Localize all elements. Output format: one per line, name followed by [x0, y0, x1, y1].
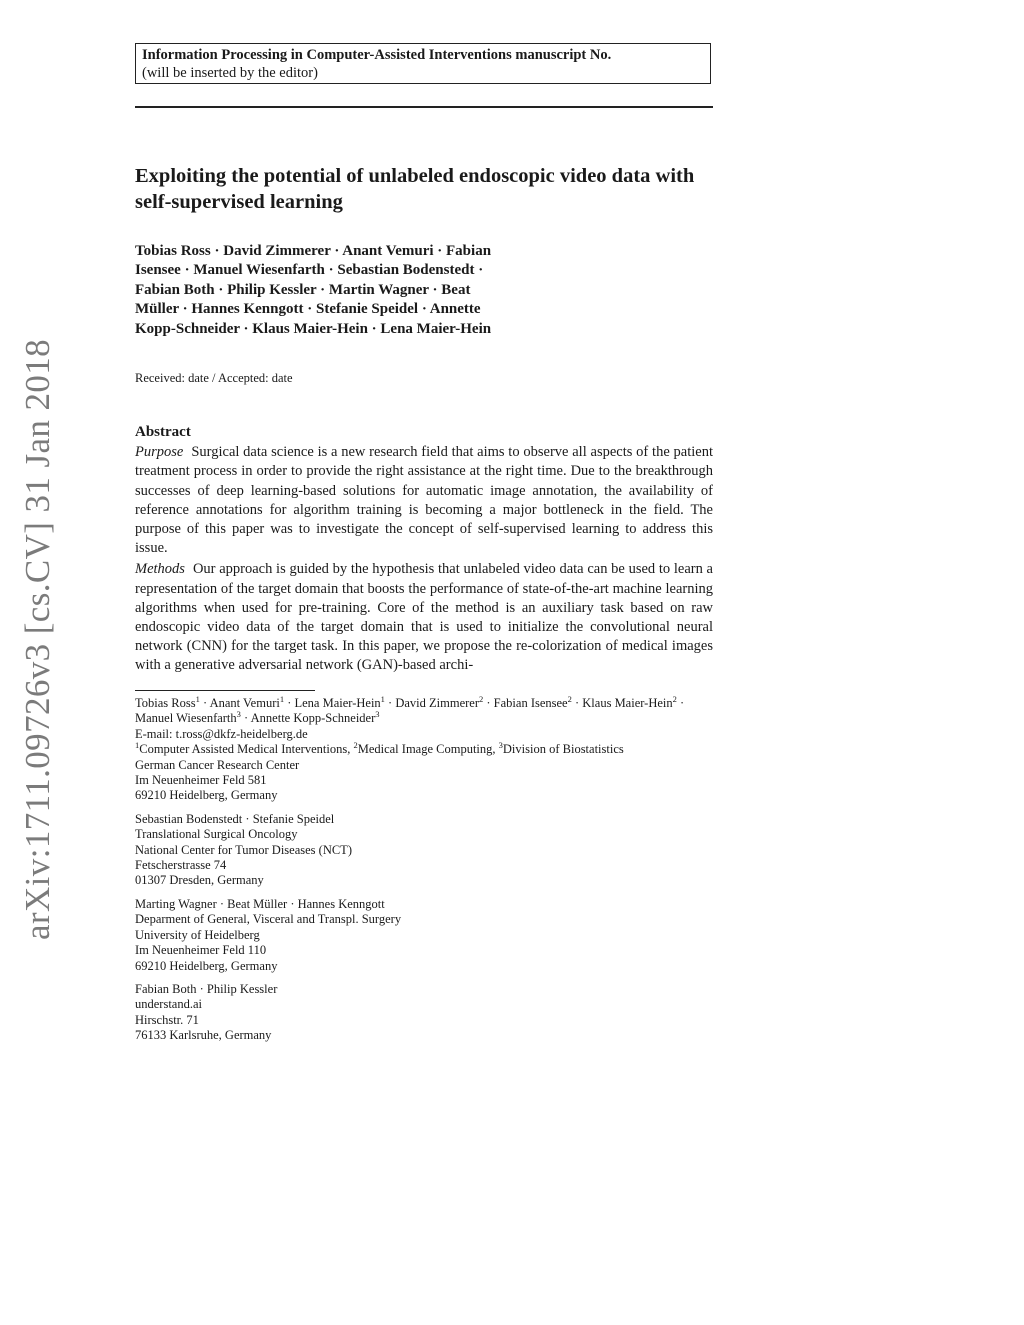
contact-email: E-mail: t.ross@dkfz-heidelberg.de	[135, 726, 308, 741]
abstract-methods	[135, 560, 713, 675]
dkfz-departments: $^1$Computer Assisted Medical Interventions, $^2$Medical Image Computing, $^3$Division of Biostatistics	[135, 740, 624, 757]
address-line: Hirschstr. 71	[135, 1012, 199, 1027]
dkfz-authors-line2: Manuel Wiesenfarth$^3$ · Annette Kopp-Schneider$^3$	[135, 709, 380, 726]
editor-note: (will be inserted by the editor)	[142, 65, 318, 81]
journal-header-box	[135, 43, 711, 84]
address-line: Fetscherstrasse 74	[135, 858, 227, 873]
affiliation-nct-dresden	[135, 812, 715, 889]
address-line: 69210 Heidelberg, Germany	[135, 788, 278, 803]
abstract	[135, 423, 713, 678]
methods-text: Our approach is guided by the hypothesis that unlabeled video data can be used to learn a representation of the target domain that boosts the performance of state-of-the-art machine learning algorithms when used for pre-training. Core of the method is an auxiliary task based on raw endoscopic video data of the target domain that is used to initialize the convolutional neural network (CNN) for the target task. In this paper, we propose the re-colorization of medical images with a generative adversarial network (GAN)-based archi-	[135, 561, 713, 674]
purpose-text: Surgical data science is a new research field that aims to observe all aspects of the patient treatment process in order to provide the right assistance at the right time. Due to the breakthrough successes of deep learning-based solutions for automatic image annotation, the availability of reference annotations for algorithm training is becoming a major bottleneck in the field. The purpose of this paper was to investigate the concept of self-supervised learning to address this issue.	[135, 444, 713, 557]
affiliations	[135, 696, 715, 1052]
address-line: Fabian Both · Philip Kessler	[135, 981, 278, 996]
author-list: Tobias Ross · David Zimmerer · Anant Vemuri · Fabian Isensee · Manuel Wiesenfarth · Sebastian Bodenstedt · Fabian Both · Philip Kessler · Martin Wagner · Beat Müller · Hannes Kenngott · Stefanie Speidel · Annette Kopp-Schneider · Klaus Maier-Hein · Lena Maier-Hein	[135, 243, 492, 337]
address-line: 69210 Heidelberg, Germany	[135, 958, 278, 973]
address-line: University of Heidelberg	[135, 927, 260, 942]
address-line: German Cancer Research Center	[135, 757, 300, 772]
dkfz-authors-line1: Tobias Ross$^1$ · Anant Vemuri$^1$ · Lena Maier-Hein$^1$ · David Zimmerer$^2$ · Fabian Isensee$^2$ · Klaus Maier-Hein$^2$ ·	[135, 694, 685, 710]
affiliation-dkfz	[135, 696, 715, 804]
purpose-label: Purpose	[135, 444, 184, 461]
address-line: Translational Surgical Oncology	[135, 827, 298, 842]
arxiv-identifier: arXiv:1711.09726v3 [cs.CV] 31 Jan 2018	[18, 338, 57, 940]
address-line: 76133 Karlsruhe, Germany	[135, 1028, 272, 1043]
paper-title: Exploiting the potential of unlabeled endoscopic video data with self-supervised learning	[135, 165, 695, 213]
methods-label: Methods	[135, 561, 185, 578]
address-line: Deparment of General, Visceral and Transpl. Surgery	[135, 912, 402, 927]
address-line: Im Neuenheimer Feld 581	[135, 773, 267, 788]
address-line: understand.ai	[135, 997, 202, 1012]
journal-name: Information Processing in Computer-Assisted Interventions manuscript No.	[142, 47, 612, 63]
address-line: Im Neuenheimer Feld 110	[135, 943, 267, 958]
received-date: Received: date / Accepted: date	[135, 371, 293, 385]
abstract-purpose	[135, 443, 713, 558]
address-line: Marting Wagner · Beat Müller · Hannes Kenngott	[135, 896, 385, 911]
footnote-rule	[135, 690, 315, 691]
header-rule	[135, 106, 713, 108]
affiliation-uni-heidelberg	[135, 897, 715, 974]
affiliation-understand-ai	[135, 982, 715, 1044]
abstract-heading: Abstract	[135, 424, 191, 440]
address-line: Sebastian Bodenstedt · Stefanie Speidel	[135, 811, 335, 826]
address-line: National Center for Tumor Diseases (NCT)	[135, 842, 352, 857]
address-line: 01307 Dresden, Germany	[135, 873, 264, 888]
